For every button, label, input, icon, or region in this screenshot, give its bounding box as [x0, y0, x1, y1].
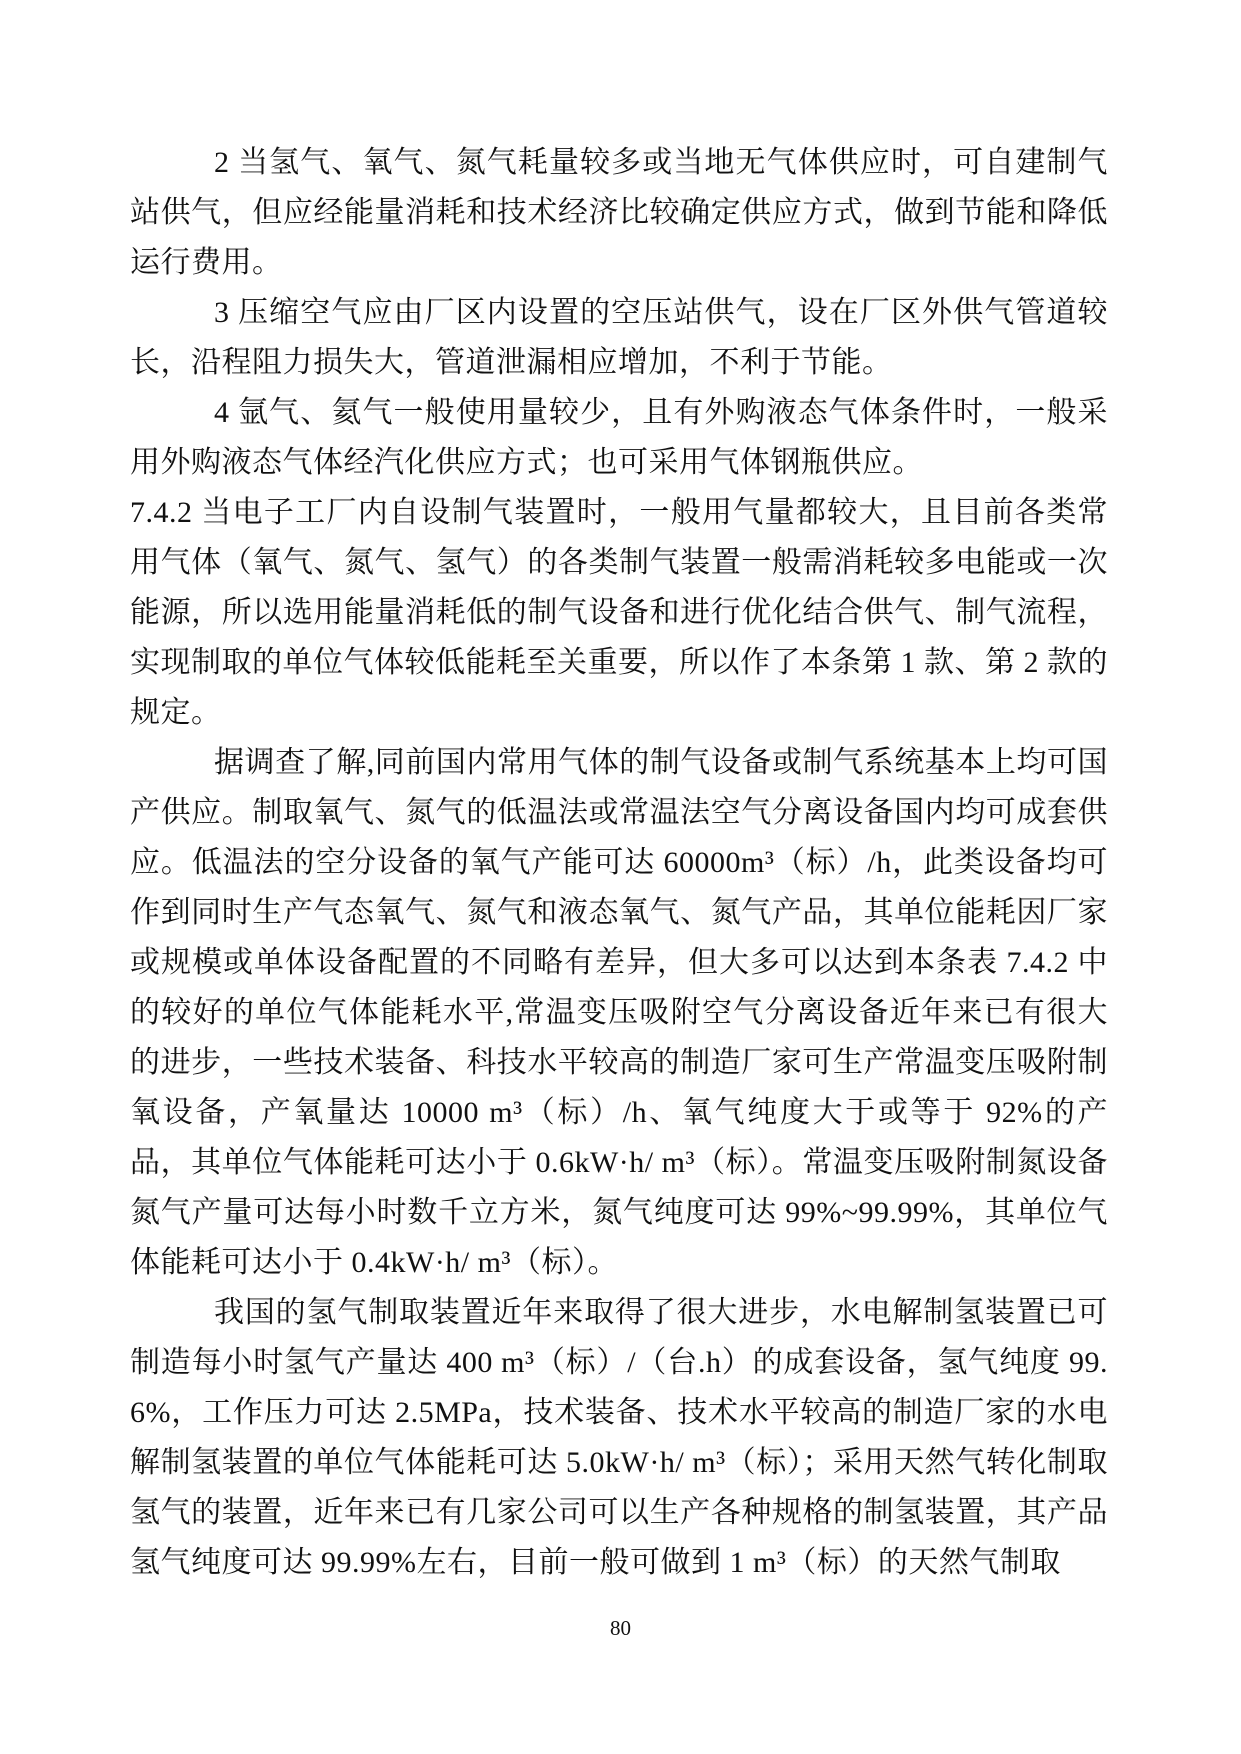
- clause-item-2: 2 当氢气、氧气、氮气耗量较多或当地无气体供应时，可自建制气站供气，但应经能量消耗和技术经济比较确定供应方式，做到节能和降低运行费用。: [130, 146, 1108, 279]
- section-7-4-2: 7.4.2 当电子工厂内自设制气装置时，一般用气量都较大，且目前各类常用气体（氧气、氮气、氢气）的各类制气装置一般需消耗较多电能或一次能源，所以选用能量消耗低的制气设备和进行优化结合供气、制气流程，实现制取的单位气体较低能耗至关重要，所以作了本条第 1 款、第 2 款的规定。: [130, 496, 1108, 729]
- commentary-paragraph-1: 据调查了解,同前国内常用气体的制气设备或制气系统基本上均可国产供应。制取氧气、氮气的低温法或常温法空气分离设备国内均可成套供应。低温法的空分设备的氧气产能可达 60000m³（标）/h，此类设备均可作到同时生产气态氧气、氮气和液态氧气、氮气产品，其单位能耗因厂家或规模或单体设备配置的不同略有差异，但大多可以达到本条表 7.4.2 中的较好的单位气体能耗水平,常温变压吸附空气分离设备近年来已有很大的进步，一些技术装备、科技水平较高的制造厂家可生产常温变压吸附制氧设备，产氧量达 10000 m³（标）/h、氧气纯度大于或等于 92%的产品，其单位气体能耗可达小于 0.6kW·h/ m³（标）。常温变压吸附制氮设备氮气产量可达每小时数千立方米，氮气纯度可达 99%~99.99%，其单位气体能耗可达小于 0.4kW·h/ m³（标）。: [130, 746, 1108, 1279]
- clause-item-3: 3 压缩空气应由厂区内设置的空压站供气，设在厂区外供气管道较长，沿程阻力损失大，管道泄漏相应增加，不利于节能。: [130, 296, 1108, 379]
- document-text-block: [130, 138, 1108, 1588]
- clause-item-4: 4 氩气、氦气一般使用量较少，且有外购液态气体条件时，一般采用外购液态气体经汽化供应方式；也可采用气体钢瓶供应。: [130, 396, 1108, 479]
- page-number: 80: [610, 1616, 631, 1640]
- commentary-paragraph-2: 我国的氢气制取装置近年来取得了很大进步，水电解制氢装置已可制造每小时氢气产量达 400 m³（标）/（台.h）的成套设备，氢气纯度 99.6%，工作压力可达 2.5MPa，技术装备、技术水平较高的制造厂家的水电解制氢装置的单位气体能耗可达 5.0kW·h/ m³（标）；采用天然气转化制取氢气的装置，近年来已有几家公司可以生产各种规格的制氢装置，其产品氢气纯度可达 99.99%左右，目前一般可做到 1 m³（标）的天然气制取: [130, 1296, 1108, 1579]
